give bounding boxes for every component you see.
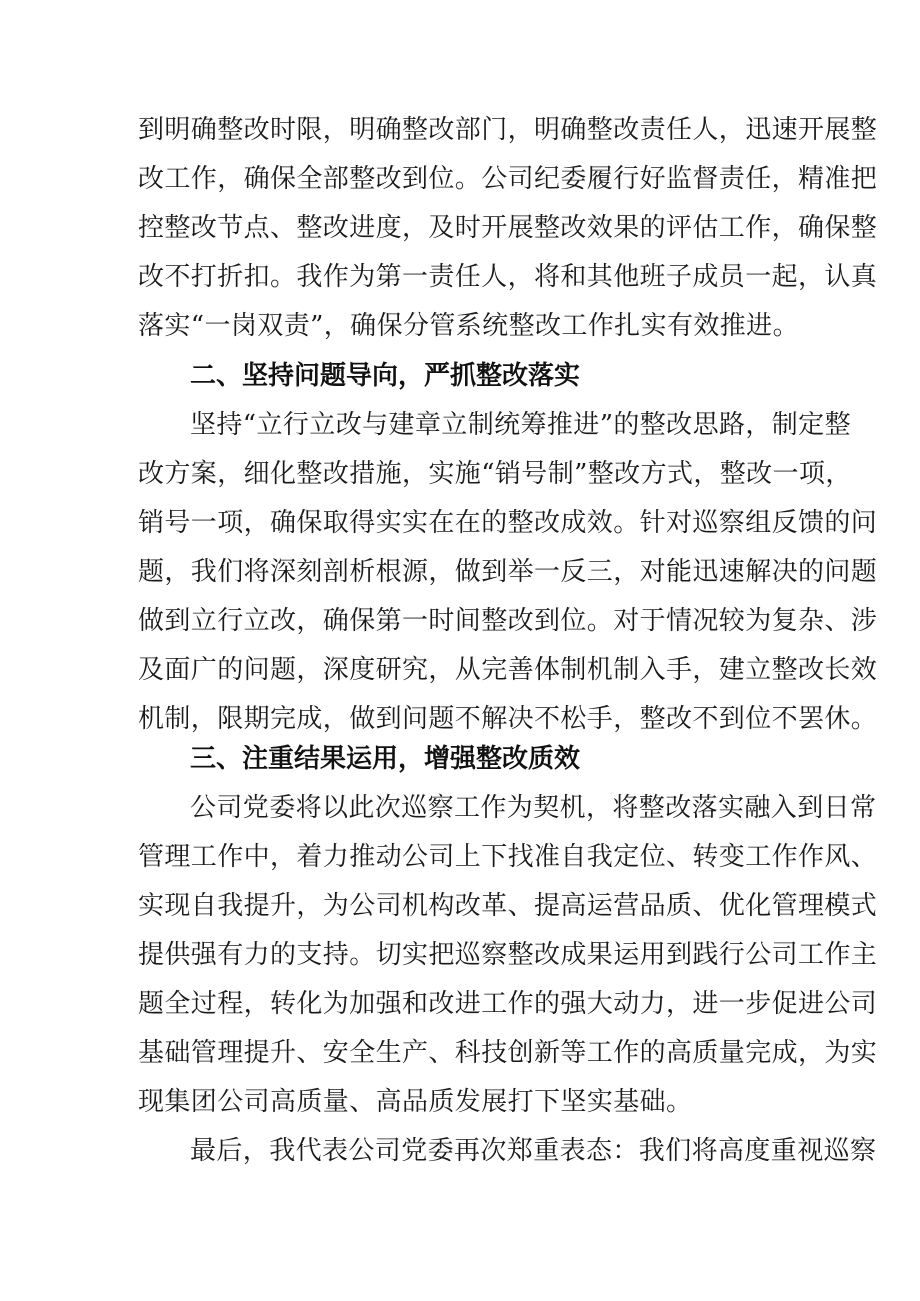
body-text-line: 基础管理提升、安全生产、科技创新等工作的高质量完成，为实 [138,1038,878,1068]
body-text-line: 做到立行立改，确保第一时间整改到位。对于情况较为复杂、涉 [138,606,878,636]
body-text-line: 管理工作中，着力推动公司上下找准自我定位、转变工作作风、 [138,842,878,872]
body-text-line: 改工作，确保全部整改到位。公司纪委履行好监督责任，精准把 [138,164,878,194]
body-text-line: 销号一项，确保取得实实在在的整改成效。针对巡察组反馈的问 [138,508,878,538]
body-text-line: 坚持“立行立改与建章立制统筹推进”的整改思路，制定整 [190,410,851,440]
body-text-line: 提供强有力的支持。切实把巡察整改成果运用到践行公司工作主 [138,940,878,970]
section-heading: 二、坚持问题导向，严抓整改落实 [190,361,581,391]
body-text-line: 机制，限期完成，做到问题不解决不松手，整改不到位不罢休。 [138,704,878,734]
section-heading: 三、注重结果运用，增强整改质效 [190,744,581,774]
body-text-line: 控整改节点、整改进度，及时开展整改效果的评估工作，确保整 [138,213,878,243]
body-text-line: 现集团公司高质量、高品质发展打下坚实基础。 [138,1087,693,1117]
body-text-line: 题全过程，转化为加强和改进工作的强大动力，进一步促进公司 [138,989,878,1019]
body-text-line: 改方案，细化整改措施，实施“销号制”整改方式，整改一项， [138,459,852,489]
body-text-line: 落实“一岗双责”，确保分管系统整改工作扎实有效推进。 [138,311,799,341]
body-text-line: 及面广的问题，深度研究，从完善体制机制入手，建立整改长效 [138,655,878,685]
body-text-line: 到明确整改时限，明确整改部门，明确整改责任人，迅速开展整 [138,115,878,145]
body-text-line: 最后，我代表公司党委再次郑重表态：我们将高度重视巡察 [190,1136,877,1166]
body-text-line: 公司党委将以此次巡察工作为契机，将整改落实融入到日常 [190,793,877,823]
body-text-line: 实现自我提升，为公司机构改革、提高运营品质、优化管理模式 [138,891,878,921]
body-text-line: 改不打折扣。我作为第一责任人，将和其他班子成员一起，认真 [138,262,878,292]
body-text-line: 题，我们将深刻剖析根源，做到举一反三，对能迅速解决的问题 [138,557,878,587]
